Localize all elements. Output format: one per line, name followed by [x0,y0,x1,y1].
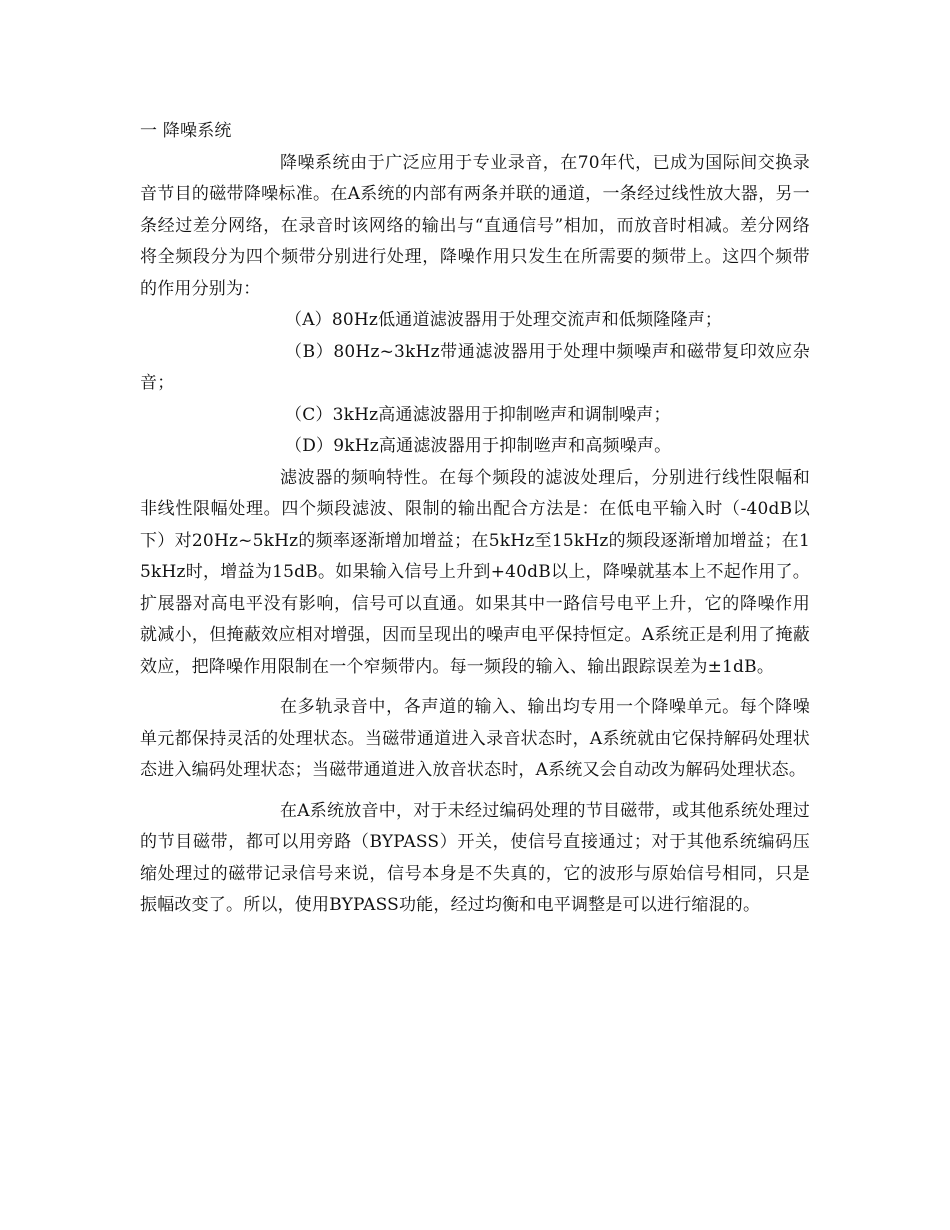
list-item-b: （B）80Hz~3kHz带通滤波器用于处理中频噪声和磁带复印效应杂音； [140,341,810,393]
intro-paragraph: 降噪系统由于广泛应用于专业录音，在70年代，已成为国际间交换录音节目的磁带降噪标准。在A系统的内部有两条并联的通道，一条经过线性放大器，另一条经过差分网络，在录音时该网络的输出与“直通信号”相加，而放音时相减。差分网络将全频段分为四个频带分别进行处理，降噪作用只发生在所需要的频带上。这四个频带的作用分别为： [140,152,810,299]
filter-response-paragraph: 滤波器的频响特性。在每个频段的滤波处理后，分别进行线性限幅和非线性限幅处理。四个频段滤波、限制的输出配合方法是：在低电平输入时（-40dB以下）对20Hz~5kHz的频率逐渐增加增益；在5kHz至15kHz的频段逐渐增加增益；在15kHz时，增益为15dB。如果输入信号上升到+40dB以上，降噪就基本上不起作用了。扩展器对高电平没有影响，信号可以直通。如果其中一路信号电平上升，它的降噪作用就减小，但掩蔽效应相对增强，因而呈现出的噪声电平保持恒定。A系统正是利用了掩蔽效应，把降噪作用限制在一个窄频带内。每一频段的输入、输出跟踪误差为±1dB。 [140,467,810,677]
multitrack-paragraph: 在多轨录音中，各声道的输入、输出均专用一个降噪单元。每个降噪单元都保持灵活的处理状态。当磁带通道进入录音状态时，A系统就由它保持解码处理状态进入编码处理状态；当磁带通道进入放音状态时，A系统又会自动改为解码处理状态。 [140,697,810,780]
list-item-a: （A）80Hz低通道滤波器用于处理交流声和低频隆隆声； [285,310,723,330]
list-item-d: （D）9kHz高通滤波器用于抑制咝声和高频噪声。 [285,436,672,456]
section-heading: 一 降噪系统 [140,121,232,141]
bypass-paragraph: 在A系统放音中，对于未经过编码处理的节目磁带，或其他系统处理过的节目磁带，都可以用旁路（BYPASS）开关，使信号直接通过；对于其他系统编码压缩处理过的磁带记录信号来说，信号本身是不失真的，它的波形与原始信号相同，只是振幅改变了。所以，使用BYPASS功能，经过均衡和电平调整是可以进行缩混的。 [140,800,810,915]
list-item-c: （C）3kHz高通滤波器用于抑制咝声和调制噪声； [285,404,671,425]
document-body [140,116,810,922]
